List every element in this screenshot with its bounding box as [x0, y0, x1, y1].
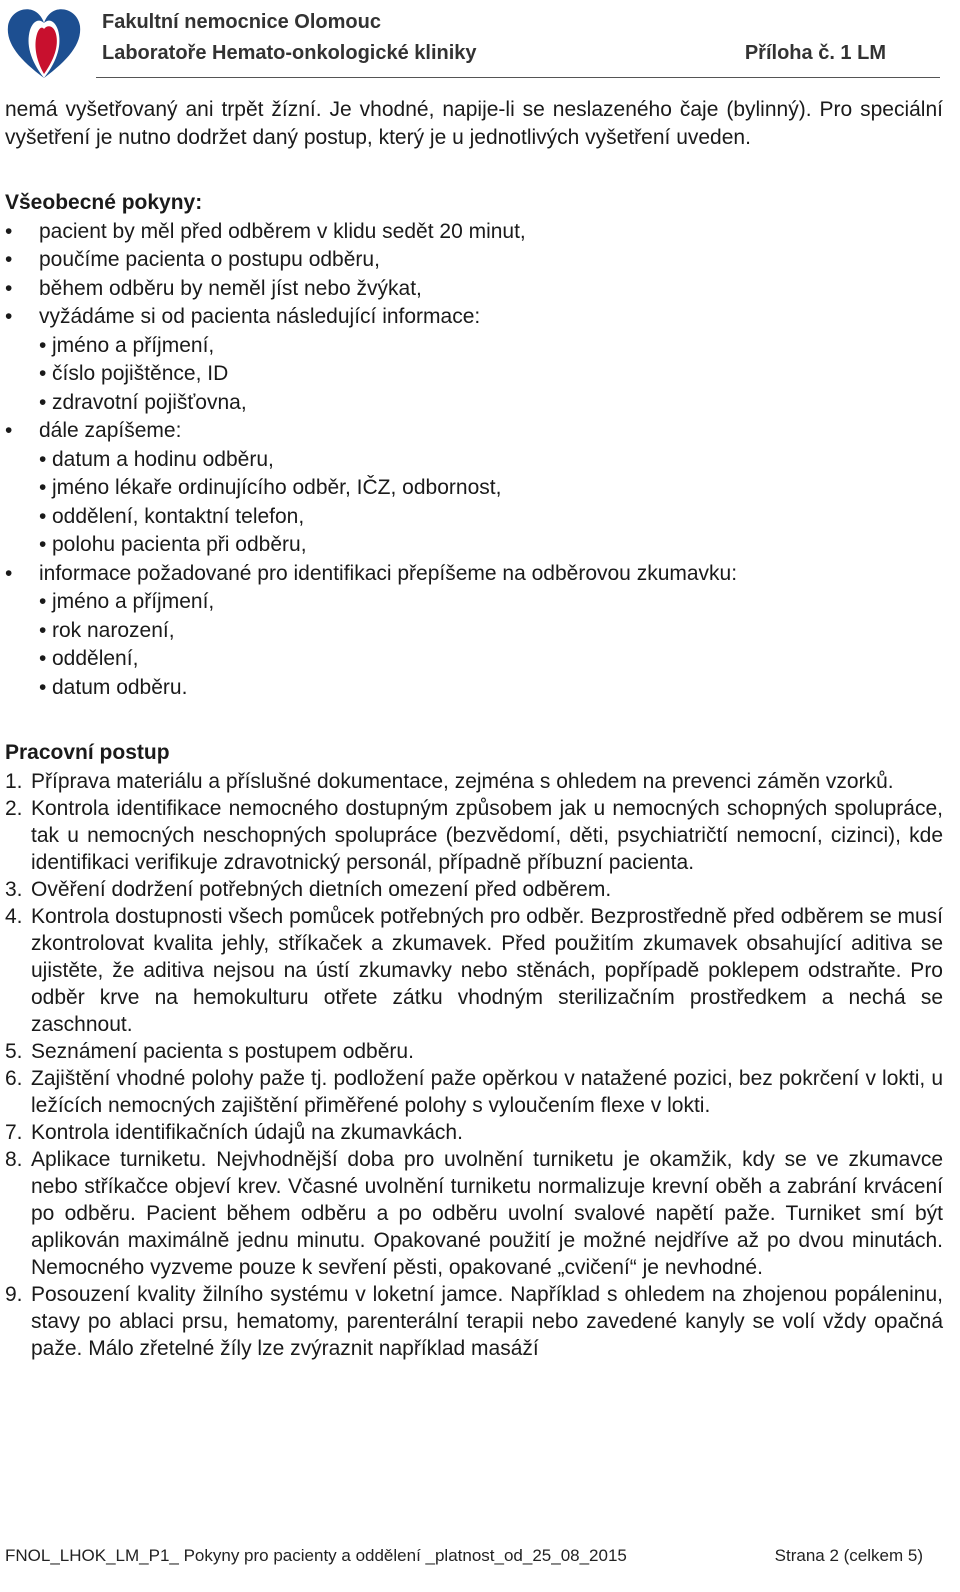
page-number: Strana 2 (celkem 5): [774, 1546, 923, 1565]
sub-bullet-item: • datum odběru.: [5, 674, 943, 703]
annex-label: Příloha č. 1 LM: [744, 42, 886, 64]
step-number: 3.: [5, 877, 23, 901]
bullet-item: • poučíme pacienta o postupu odběru,: [5, 246, 943, 275]
sub-bullet-item: • rok narození,: [5, 617, 943, 646]
step-number: 2.: [5, 796, 23, 820]
page-footer: [5, 1546, 945, 1566]
procedure-step: [5, 1038, 943, 1065]
step-text: Ověření dodržení potřebných dietních omezení před odběrem.: [31, 877, 612, 901]
sub-bullet-item: • zdravotní pojišťovna,: [5, 389, 943, 418]
bullet-item: • během odběru by neměl jíst nebo žvýkat,: [5, 275, 943, 304]
laboratory-name: Laboratoře Hemato-onkologické kliniky: [102, 42, 477, 64]
procedure-step: [5, 1119, 943, 1146]
procedure-step: [5, 1281, 943, 1362]
header-divider: [96, 77, 940, 78]
sub-bullet-item: • oddělení, kontaktní telefon,: [5, 503, 943, 532]
procedure-step: [5, 1065, 943, 1119]
step-number: 9.: [5, 1282, 23, 1306]
step-number: 1.: [5, 769, 23, 793]
sub-bullet-item: • jméno lékaře ordinujícího odběr, IČZ, odbornost,: [5, 474, 943, 503]
step-text: Kontrola identifikačních údajů na zkumavkách.: [31, 1120, 463, 1144]
organization-name: Fakultní nemocnice Olomouc: [102, 11, 381, 33]
step-text: Seznámení pacienta s postupem odběru.: [31, 1039, 414, 1063]
bullet-item: • vyžádáme si od pacienta následující informace:: [5, 303, 943, 332]
general-instructions-list: [5, 218, 943, 703]
step-number: 8.: [5, 1147, 23, 1171]
procedure-heading: Pracovní postup: [5, 741, 170, 764]
document-id: FNOL_LHOK_LM_P1_ Pokyny pro pacienty a oddělení _platnost_od_25_08_2015: [5, 1546, 627, 1565]
procedure-step: [5, 768, 943, 795]
step-text: Příprava materiálu a příslušné dokumentace, zejména s ohledem na prevenci záměn vzorků.: [31, 769, 894, 793]
step-text: Zajištění vhodné polohy paže tj. podložení paže opěrkou v natažené pozici, bez pokrčení v lokti, u ležících nemocných zajištění přiměřené polohy s vyloučením flexe v lokti.: [31, 1066, 943, 1117]
procedure-step: [5, 876, 943, 903]
step-number: 4.: [5, 904, 23, 928]
procedure-steps-list: [5, 768, 943, 1362]
general-instructions-heading: Všeobecné pokyny:: [5, 191, 203, 214]
intro-paragraph: nemá vyšetřovaný ani trpět žízní. Je vhodné, napije-li se neslazeného čaje (bylinný). Pro speciální vyšetření je nutno dodržet daný postup, který je u jednotlivých vyšetření uveden.: [5, 98, 943, 149]
step-text: Kontrola identifikace nemocného dostupným způsobem jak u nemocných schopných spolupráce, tak u nemocných neschopných spolupráce (bezvědomí, děti, psychiatričtí nemocní, cizinci), kde identifikaci verifikuje zdravotnický personál, případně příbuzní pacienta.: [31, 796, 943, 874]
bullet-item: • dále zapíšeme:: [5, 417, 943, 446]
step-text: Kontrola dostupnosti všech pomůcek potřebných pro odběr. Bezprostředně před odběrem se musí zkontrolovat kvalita jehly, stříkaček a zkumavek. Před použitím zkumavek obsahující aditiva se ujistěte, že aditiva nejsou na ústí zkumavky nebo stěnách, popřípadě poklepem odstraňte. Pro odběr krve na hemokulturu otřete zátku vhodným sterilizačním prostředkem a nechá se zaschnout.: [31, 904, 943, 1036]
step-number: 7.: [5, 1120, 23, 1144]
step-text: Posouzení kvality žilního systému v loketní jamce. Například s ohledem na zhojenou popáleninu, stavy po ablaci prsu, hematomy, parenterální terapii nebo zavedené kanyly se volí vždy opačná paže. Málo zřetelné žíly lze zvýraznit například masáží: [31, 1282, 943, 1360]
sub-bullet-item: • datum a hodinu odběru,: [5, 446, 943, 475]
step-text: Aplikace turniketu. Nejvhodnější doba pro uvolnění turniketu je okamžik, kdy se ve zkumavce nebo stříkačce objeví krev. Včasné uvolnění turniketu normalizuje krevní oběh a zabrání krvácení po odběru. Pacient během odběru a po odběru uvolní svalové napětí paže. Turniket smí být aplikován maximálně jednu minutu. Opakované použití je možné nejdříve až po dvou minutách. Nemocného vyzveme pouze k sevření pěsti, opakované „cvičení“ je nevhodné.: [31, 1147, 943, 1279]
bullet-item: • pacient by měl před odběrem v klidu sedět 20 minut,: [5, 218, 943, 247]
procedure-step: [5, 795, 943, 876]
procedure-step: [5, 903, 943, 1038]
sub-bullet-item: • jméno a příjmení,: [5, 588, 943, 617]
step-number: 6.: [5, 1066, 23, 1090]
sub-bullet-item: • polohu pacienta při odběru,: [5, 531, 943, 560]
page-header: [0, 0, 960, 84]
bullet-item: • informace požadované pro identifikaci přepíšeme na odběrovou zkumavku:: [5, 560, 943, 589]
step-number: 5.: [5, 1039, 23, 1063]
sub-bullet-item: • oddělení,: [5, 645, 943, 674]
sub-bullet-item: • číslo pojištěnce, ID: [5, 360, 943, 389]
document-body: [5, 96, 943, 1362]
hospital-logo-icon: [4, 4, 84, 80]
sub-bullet-item: • jméno a příjmení,: [5, 332, 943, 361]
procedure-step: [5, 1146, 943, 1281]
